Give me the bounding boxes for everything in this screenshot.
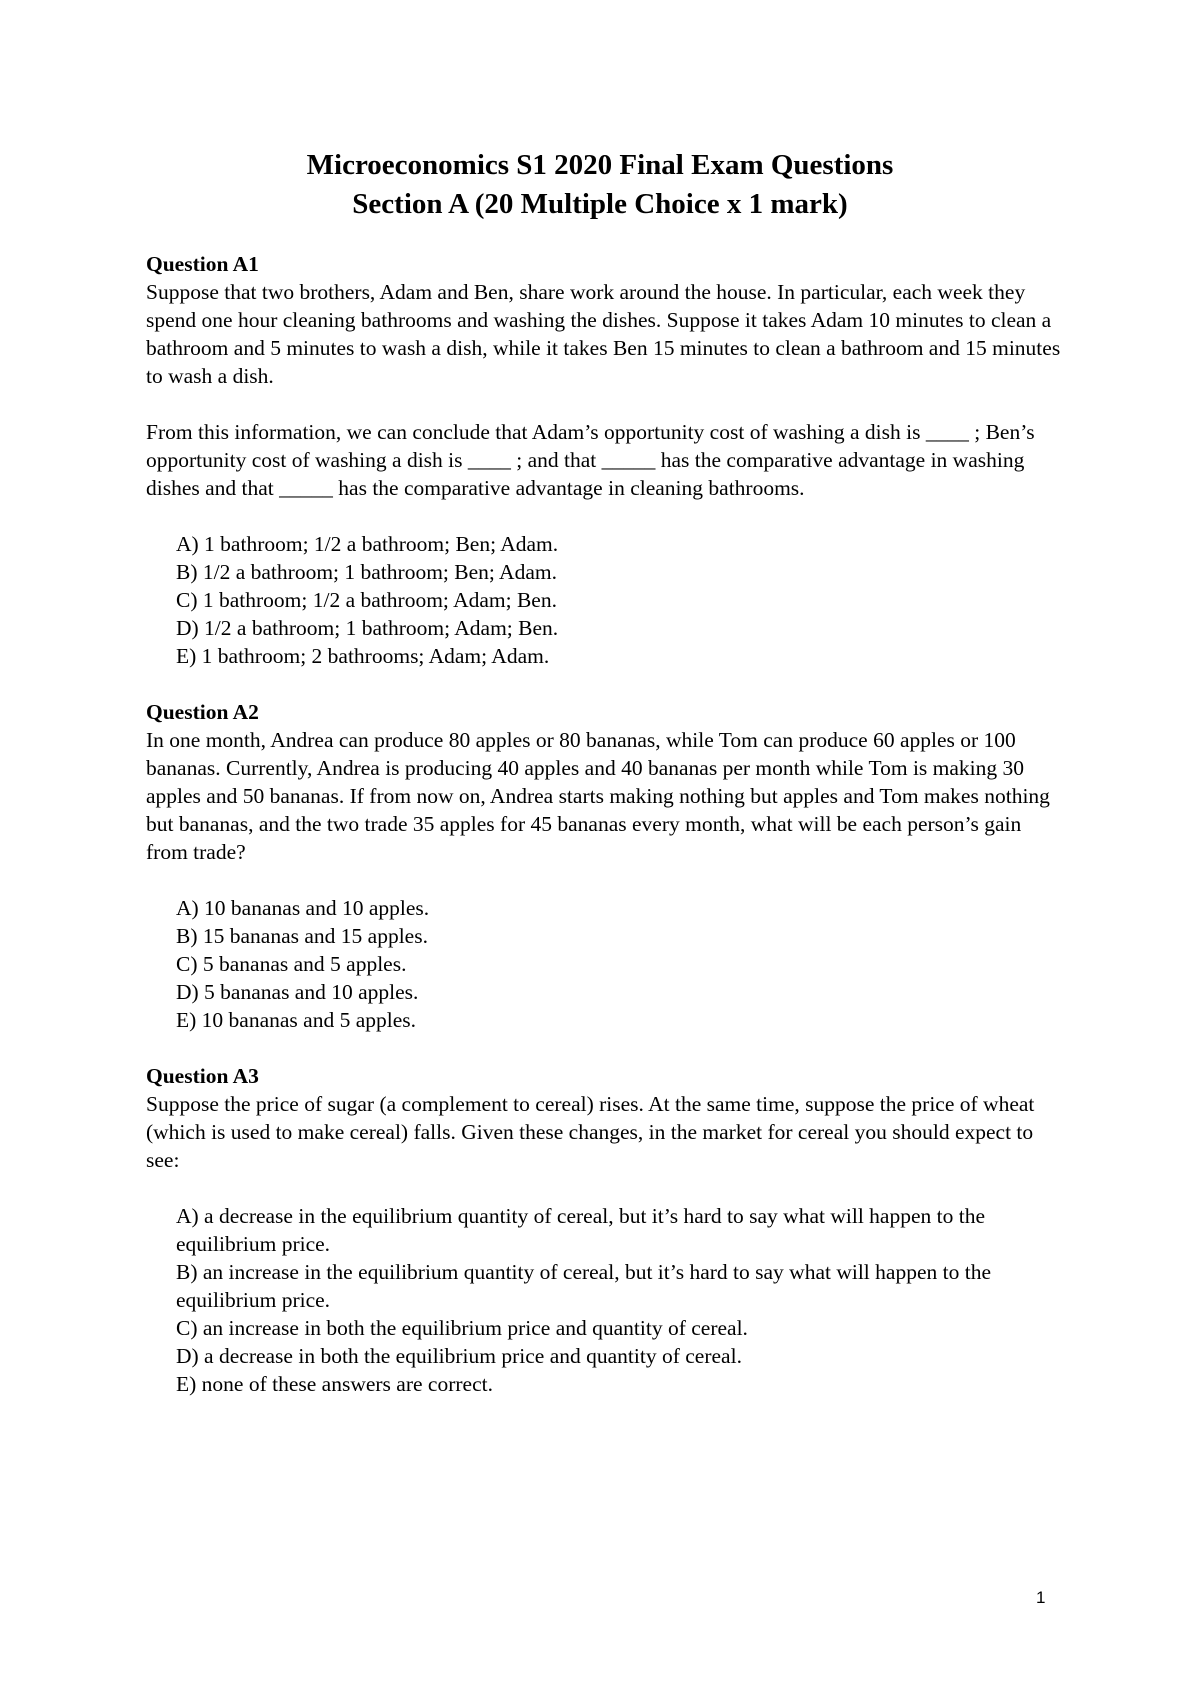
- title-line-1: Microeconomics S1 2020 Final Exam Questions: [306, 149, 894, 181]
- question-heading: Question A2: [146, 700, 259, 724]
- answer-option: E) none of these answers are correct.: [176, 1372, 493, 1396]
- answer-option: D) 1/2 a bathroom; 1 bathroom; Adam; Ben.: [176, 616, 559, 640]
- question-text: From this information, we can conclude that Adam’s opportunity cost of washing a dish is ____ ; Ben’s opportunity cost of washing a dish is ____ ; and that _____ has the comparative advantage in washing dishes and that _____ has the comparative advantage in cleaning bathrooms.: [146, 420, 1035, 500]
- answer-option: B) 1/2 a bathroom; 1 bathroom; Ben; Adam.: [176, 560, 557, 584]
- question-text: In one month, Andrea can produce 80 apples or 80 bananas, while Tom can produce 60 apples or 100 bananas. Currently, Andrea is producing 40 apples and 40 bananas per month while Tom is making 30 apples and 50 bananas. If from now on, Andrea starts making nothing but apples and Tom makes nothing but bananas, and the two trade 35 apples for 45 bananas every month, what will be each person’s gain from trade?: [146, 728, 1050, 864]
- answer-option: A) a decrease in the equilibrium quantity of cereal, but it’s hard to say what will happen to the equilibrium price.: [176, 1204, 985, 1256]
- answer-option: B) an increase in the equilibrium quantity of cereal, but it’s hard to say what will happen to the equilibrium price.: [176, 1260, 991, 1312]
- answer-option: B) 15 bananas and 15 apples.: [176, 924, 428, 948]
- question-text: Suppose the price of sugar (a complement to cereal) rises. At the same time, suppose the price of wheat (which is used to make cereal) falls. Given these changes, in the market for cereal you should expect to see:: [146, 1092, 1035, 1172]
- answer-options: [146, 530, 1066, 670]
- answer-options: [146, 894, 1066, 1034]
- question-text: Suppose that two brothers, Adam and Ben, share work around the house. In particular, each week they spend one hour cleaning bathrooms and washing the dishes. Suppose it takes Adam 10 minutes to clean a bathroom and 5 minutes to wash a dish, while it takes Ben 15 minutes to clean a bathroom and 15 minutes to wash a dish.: [146, 280, 1061, 388]
- answer-option: A) 10 bananas and 10 apples.: [176, 896, 430, 920]
- exam-content: [146, 250, 1066, 1398]
- answer-option: D) 5 bananas and 10 apples.: [176, 980, 419, 1004]
- page-number: 1: [1036, 1588, 1046, 1607]
- question-a1: [146, 250, 1066, 670]
- answer-option: E) 10 bananas and 5 apples.: [176, 1008, 417, 1032]
- answer-option: E) 1 bathroom; 2 bathrooms; Adam; Adam.: [176, 644, 550, 668]
- answer-option: C) 5 bananas and 5 apples.: [176, 952, 407, 976]
- question-heading: Question A1: [146, 252, 259, 276]
- answer-option: C) 1 bathroom; 1/2 a bathroom; Adam; Ben.: [176, 588, 557, 612]
- answer-option: C) an increase in both the equilibrium price and quantity of cereal.: [176, 1316, 748, 1340]
- answer-option: A) 1 bathroom; 1/2 a bathroom; Ben; Adam.: [176, 532, 559, 556]
- answer-options: [146, 1202, 1066, 1398]
- answer-option: D) a decrease in both the equilibrium price and quantity of cereal.: [176, 1344, 742, 1368]
- exam-title: [0, 146, 1200, 224]
- question-a3: [146, 1062, 1066, 1398]
- title-line-2: Section A (20 Multiple Choice x 1 mark): [352, 188, 848, 220]
- question-heading: Question A3: [146, 1064, 259, 1088]
- question-a2: [146, 698, 1066, 1034]
